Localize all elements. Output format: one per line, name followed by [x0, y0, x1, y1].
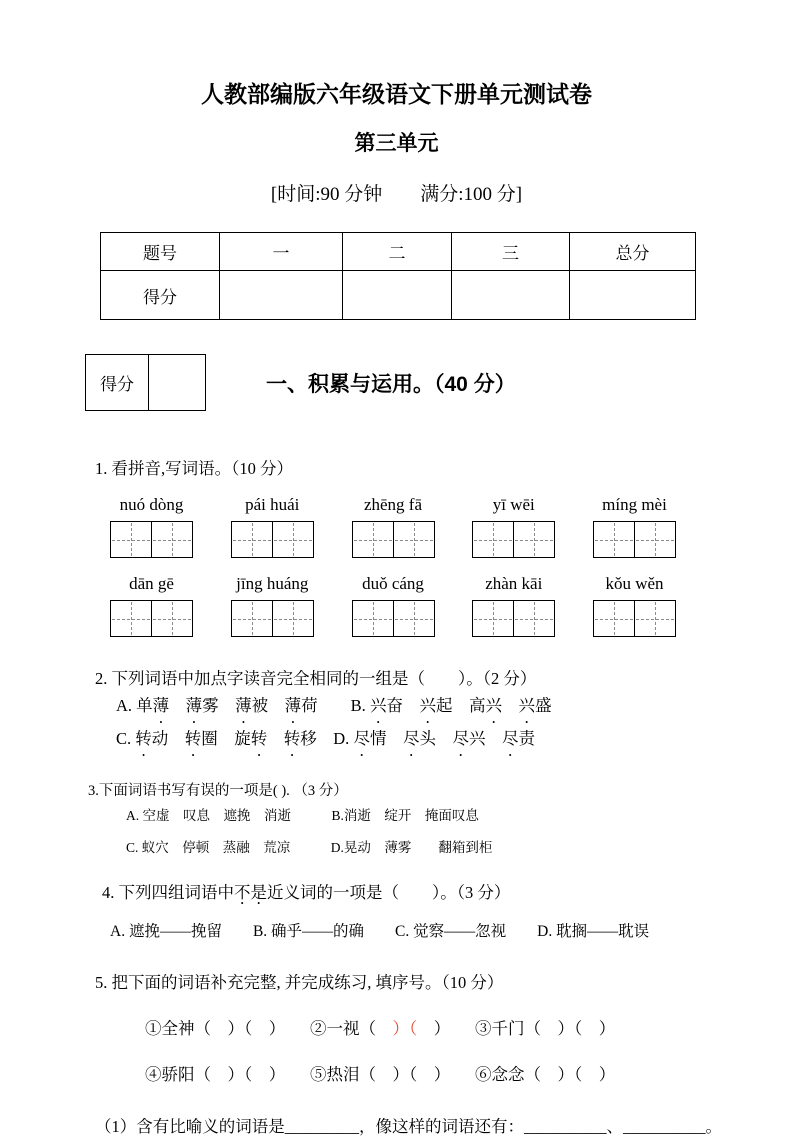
pinyin-label: jīng huáng	[236, 574, 309, 593]
score-table-header-qnum: 题号	[101, 233, 220, 271]
pinyin-label: pái huái	[245, 495, 300, 514]
pinyin-word	[472, 574, 555, 637]
question-2-options-cd: C. 转动 转圈 旋转 转移 D. 尽情 尽头 尽兴 尽责	[116, 729, 535, 748]
grid-cell	[393, 522, 434, 557]
pinyin-label: zhēng fā	[363, 495, 423, 514]
pinyin-word	[352, 495, 435, 558]
writing-grid	[110, 521, 193, 558]
question-2-prompt: 2. 下列词语中加点字读音完全相同的一组是（ ）。（2 分）	[95, 669, 537, 688]
grid-cell	[232, 601, 272, 636]
grid-cell	[272, 601, 313, 636]
writing-grid	[472, 600, 555, 637]
grid-cell	[473, 522, 513, 557]
pinyin-label: zhàn kāi	[485, 574, 543, 593]
pinyin-word	[472, 495, 555, 558]
pinyin-row-1	[110, 495, 676, 558]
writing-grid	[593, 600, 676, 637]
writing-grid	[231, 521, 314, 558]
section-one-heading: 一、积累与运用。（40 分）	[266, 372, 516, 396]
score-table-blank-cell	[220, 271, 343, 320]
grid-cell	[353, 522, 393, 557]
score-table-blank-cell	[452, 271, 570, 320]
score-table-row-label: 得分	[101, 271, 220, 320]
paper-title: 人教部编版六年级语文下册单元测试卷	[201, 81, 592, 107]
score-table-header-total: 总分	[570, 233, 696, 271]
pinyin-word	[110, 574, 193, 637]
grid-cell	[594, 601, 634, 636]
pinyin-word	[231, 495, 314, 558]
score-table	[100, 232, 696, 320]
writing-grid	[352, 600, 435, 637]
grid-cell	[111, 522, 151, 557]
score-table-header-row	[101, 233, 696, 271]
pinyin-row-2	[110, 574, 676, 637]
pinyin-label: kǒu wěn	[605, 574, 664, 593]
pinyin-word	[352, 574, 435, 637]
unit-title: 第三单元	[354, 132, 439, 155]
pinyin-label: yī wēi	[492, 495, 535, 514]
grid-cell	[634, 522, 675, 557]
question-3-options-ab: A. 空虚 叹息 遮挽 消逝 B.消逝 绽开 掩面叹息	[126, 808, 479, 823]
pinyin-label: míng mèi	[602, 495, 667, 514]
grid-cell	[393, 601, 434, 636]
q5-items-1-2-prefix: ①全神（ ）（ ） ②一视（	[145, 1019, 393, 1039]
pinyin-label: nuó dòng	[119, 495, 184, 514]
score-table-header-two: 二	[343, 233, 452, 271]
grid-cell	[111, 601, 151, 636]
grid-cell	[151, 522, 192, 557]
section-score-label: 得分	[85, 354, 149, 411]
section-one-header	[85, 354, 793, 411]
grid-cell	[513, 601, 554, 636]
question-4-prompt: 4. 下列四组词语中不是近义词的一项是（ ）。（3 分）	[102, 883, 511, 903]
time-score-info: [时间:90 分钟 满分:100 分]	[270, 184, 523, 205]
score-table-header-three: 三	[452, 233, 570, 271]
grid-cell	[151, 601, 192, 636]
score-table-blank-cell	[343, 271, 452, 320]
q5-items-2-3-suffix: ） ③千门（ ）（ ）	[417, 1019, 616, 1039]
grid-cell	[594, 522, 634, 557]
question-5-prompt: 5. 把下面的词语补充完整, 并完成练习, 填序号。（10 分）	[95, 973, 504, 993]
question-2-options-ab: A. 单薄 薄雾 薄被 薄荷 B. 兴奋 兴起 高兴 兴盛	[116, 696, 552, 715]
score-table-blank-cell	[570, 271, 696, 320]
grid-cell	[513, 522, 554, 557]
question-3-options-cd: C. 蚁穴 停顿 蒸融 荒凉 D.晃动 薄雾 翻箱到柜	[126, 839, 493, 855]
score-table-score-row	[101, 271, 696, 320]
q5-items-row-1	[145, 1015, 793, 1039]
q5-subquestion-1: （1）含有比喻义的词语是_________，像这样的词语还有：__________、__________。	[95, 1117, 722, 1137]
writing-grid	[352, 521, 435, 558]
q5-items-row-2: ④骄阳（ ）（ ） ⑤热泪（ ）（ ） ⑥念念（ ）（ ）	[145, 1065, 616, 1085]
grid-cell	[232, 522, 272, 557]
pinyin-word	[593, 495, 676, 558]
section-score-blank	[149, 354, 206, 411]
grid-cell	[353, 601, 393, 636]
question-4-options: A. 遮挽——挽留 B. 确乎——的确 C. 觉察——忽视 D. 耽搁——耽误	[110, 923, 650, 941]
question-3-prompt: 3.下面词语书写有误的一项是( ). （3 分）	[88, 783, 348, 799]
score-table-header-one: 一	[220, 233, 343, 271]
pinyin-label: duǒ cáng	[362, 574, 424, 593]
pinyin-word	[593, 574, 676, 637]
writing-grid	[110, 600, 193, 637]
writing-grid	[593, 521, 676, 558]
grid-cell	[473, 601, 513, 636]
writing-grid	[231, 600, 314, 637]
grid-cell	[634, 601, 675, 636]
question-1-prompt: 1. 看拼音,写词语。（10 分）	[95, 459, 293, 478]
pinyin-word	[110, 495, 193, 558]
section-score-box	[85, 354, 206, 411]
pinyin-word	[231, 574, 314, 637]
grid-cell	[272, 522, 313, 557]
q5-item-2-red-parens: ）（	[392, 1019, 418, 1039]
writing-grid	[472, 521, 555, 558]
pinyin-label: dān gē	[129, 574, 174, 593]
